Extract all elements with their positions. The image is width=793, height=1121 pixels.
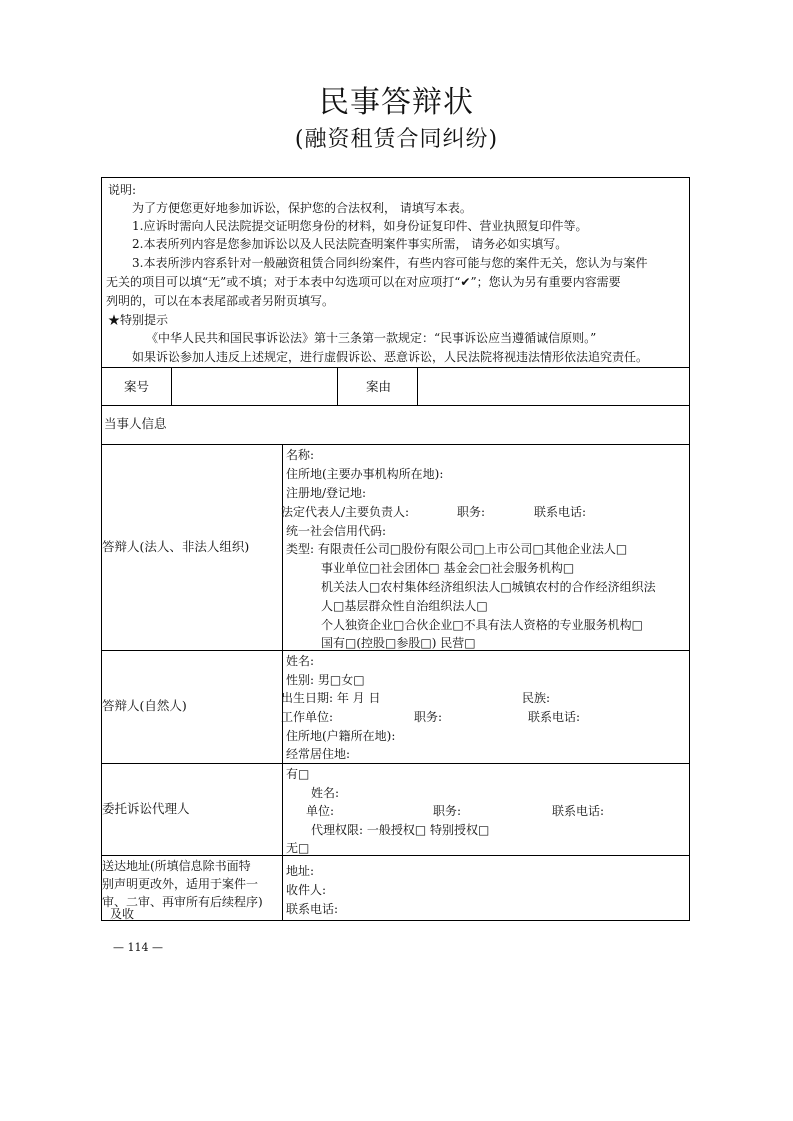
agent-authority-field[interactable]: 代理权限: 一般授权□ 特别授权□ [311, 823, 490, 837]
notes-intro: 为了方便您更好地参加诉讼，保护您的合法权利， 请填写本表。 [132, 201, 472, 215]
divider [337, 367, 338, 405]
org-type-line-6[interactable]: 国有□(控股□参股□) 民营□ [321, 636, 476, 650]
org-type-line-2[interactable]: 事业单位□社会团体□ 基金会□社会服务机构□ [321, 561, 575, 575]
party-info-label: 当事人信息 [104, 416, 167, 431]
divider [171, 367, 172, 405]
notes-item-3-line-2: 无关的项目可以填“无”或不填；对于本表中勾选项可以在对应项打“✔”；您认为另有重要内容需要 [106, 275, 621, 289]
case-number-field[interactable] [174, 378, 334, 396]
service-phone-field[interactable]: 联系电话: [286, 902, 339, 916]
person-ethnicity-field[interactable]: 民族: [522, 691, 551, 705]
service-address-label-line-4: 及收 [110, 907, 135, 921]
person-employer-field[interactable]: 工作单位: [281, 710, 334, 724]
service-address-field[interactable]: 地址: [286, 864, 315, 878]
agent-name-field[interactable]: 姓名: [311, 786, 340, 800]
person-position-field[interactable]: 职务: [414, 710, 443, 724]
org-name-field[interactable]: 名称: [286, 448, 315, 462]
org-type-line-3[interactable]: 机关法人□农村集体经济组织法人□城镇农村的合作经济组织法 [321, 580, 656, 594]
service-address-label-line-2: 别声明更改外，适用于案件一 [102, 877, 259, 891]
notes-item-3-line-1: 3.本表所涉内容系针对一般融资租赁合同纠纷案件，有些内容可能与您的案件无关，您认为与案件 [132, 256, 648, 270]
person-gender-field[interactable]: 性别: 男□女□ [286, 673, 365, 687]
respondent-org-label: 答辩人(法人、非法人组织) [102, 539, 250, 554]
divider [102, 855, 689, 856]
notes-item-1: 1.应诉时需向人民法院提交证明您身份的材料，如身份证复印件、营业执照复印件等。 [132, 219, 588, 233]
person-domicile-field[interactable]: 住所地(户籍所在地): [286, 729, 396, 743]
special-notice-line-2: 如果诉讼参加人违反上述规定，进行虚假诉讼、恶意诉讼，人民法院将视违法情形依法追究责任。 [132, 350, 649, 364]
notes-item-3-line-3: 列明的，可以在本表尾部或者另附页填写。 [106, 294, 335, 308]
org-domicile-field[interactable]: 住所地(主要办事机构所在地): [286, 467, 444, 481]
agent-phone-field[interactable]: 联系电话: [552, 804, 605, 818]
respondent-person-label: 答辩人(自然人) [102, 698, 187, 713]
divider [102, 444, 689, 445]
org-type-line-4[interactable]: 人□基层群众性自治组织法人□ [321, 599, 488, 613]
document-subtitle: (融资租赁合同纠纷) [294, 127, 499, 152]
org-position-field[interactable]: 职务: [457, 505, 486, 519]
person-residence-field[interactable]: 经常居住地: [286, 747, 351, 761]
org-credit-code-field[interactable]: 统一社会信用代码: [286, 524, 387, 538]
person-birth-field[interactable]: 出生日期: 年 月 日 [281, 691, 381, 705]
person-phone-field[interactable]: 联系电话: [528, 710, 581, 724]
agent-position-field[interactable]: 职务: [433, 804, 462, 818]
org-registered-field[interactable]: 注册地/登记地: [286, 486, 367, 500]
form-table [101, 177, 690, 921]
agent-unit-field[interactable]: 单位: [306, 804, 335, 818]
special-notice-heading: ★特别提示 [108, 313, 169, 327]
org-legal-rep-field[interactable]: 法定代表人/主要负责人: [281, 505, 410, 519]
divider [102, 650, 689, 651]
divider [102, 367, 689, 368]
org-phone-field[interactable]: 联系电话: [534, 505, 587, 519]
special-notice-line-1: 《中华人民共和国民事诉讼法》第十三条第一款规定：“民事诉讼应当遵循诚信原则。” [146, 331, 597, 345]
org-type-line-5[interactable]: 个人独资企业□合伙企业□不具有法人资格的专业服务机构□ [321, 618, 644, 632]
org-type-line-1[interactable]: 类型: 有限责任公司□股份有限公司□上市公司□其他企业法人□ [286, 542, 628, 556]
divider [102, 763, 689, 764]
page-number: — 114 — [113, 941, 163, 954]
service-recipient-field[interactable]: 收件人: [286, 883, 327, 897]
notes-heading: 说明: [108, 183, 137, 197]
person-name-field[interactable]: 姓名: [286, 654, 315, 668]
divider [102, 405, 689, 406]
agent-label: 委托诉讼代理人 [102, 801, 190, 816]
document-title: 民事答辩状 [319, 85, 474, 120]
divider [417, 367, 418, 405]
service-address-label-line-3: 审、二审、再审所有后续程序) [102, 895, 263, 909]
agent-no-checkbox[interactable]: 无□ [286, 841, 310, 855]
case-reason-label: 案由 [366, 379, 392, 394]
agent-yes-checkbox[interactable]: 有□ [286, 767, 310, 781]
case-reason-field[interactable] [420, 378, 686, 396]
service-address-label-line-1: 送达地址(所填信息除书面特 [102, 859, 251, 873]
notes-item-2: 2.本表所列内容是您参加诉讼以及人民法院查明案件事实所需， 请务必如实填写。 [132, 237, 568, 251]
case-number-label: 案号 [124, 379, 150, 394]
